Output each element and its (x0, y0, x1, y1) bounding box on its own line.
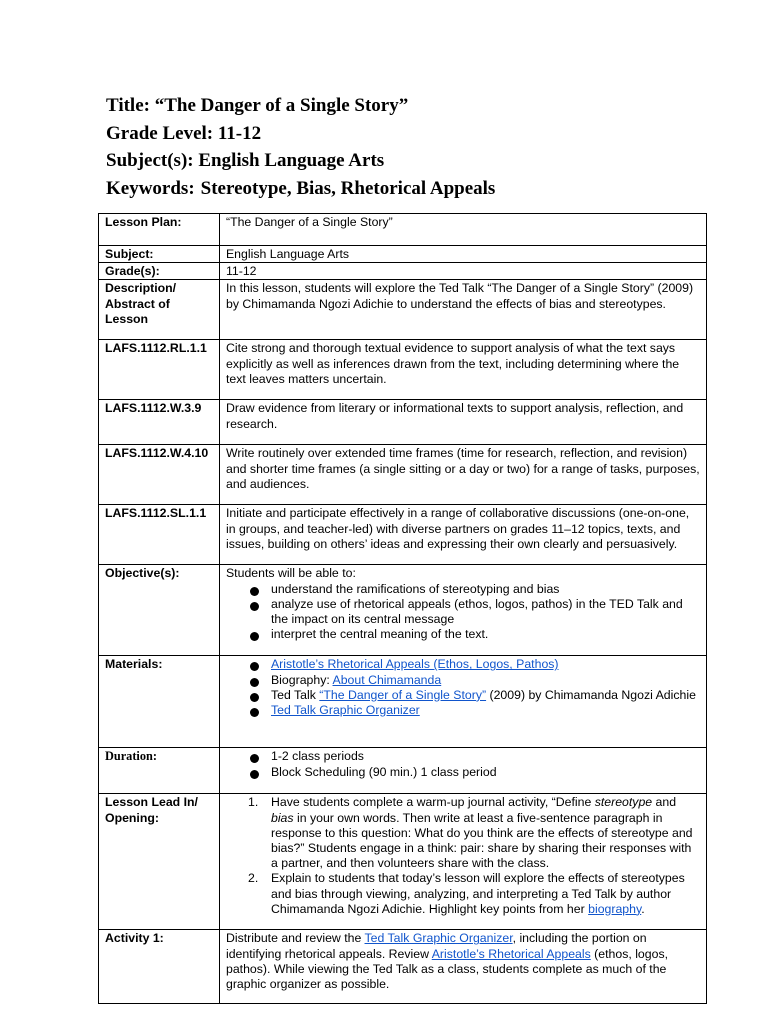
row-label: LAFS.1112.SL.1.1 (99, 505, 220, 565)
row-value: 11-12 (219, 263, 706, 280)
row-objectives (99, 565, 707, 656)
duration-list (226, 749, 700, 779)
row-value (219, 565, 706, 656)
row-activity-1 (99, 930, 707, 1004)
bullet-icon (250, 632, 259, 641)
row-standard-w410 (99, 445, 707, 505)
row-value: Write routinely over extended time frames (time for research, reflection, and revision) and shorter time frames (a single sitting or a day or two) for a range of tasks, purposes, and audiences. (219, 445, 706, 505)
list-item: Block Scheduling (90 min.) 1 class period (226, 765, 700, 780)
row-label: Activity 1: (99, 930, 220, 1004)
row-value (219, 794, 706, 930)
row-value: Distribute and review the Ted Talk Graphic Organizer, including the portion on identifying rhetorical appeals. Review Aristotle’s Rhetorical Appeals (ethos, logos, pathos). While viewing the Ted Talk as a class, students complete as much of the graphic organizer as possible. (219, 930, 706, 1004)
bullet-icon (250, 708, 259, 717)
link-graphic-organizer[interactable]: Ted Talk Graphic Organizer (270, 703, 420, 718)
lesson-plan-table (98, 213, 707, 1004)
bullet-icon (250, 754, 259, 763)
bullet-icon (250, 587, 259, 596)
keywords-label: Keywords: (106, 177, 195, 199)
list-item (226, 703, 700, 718)
bullet-icon (250, 678, 259, 687)
row-label: Objective(s): (99, 565, 220, 656)
row-value: Draw evidence from literary or informational texts to support analysis, reflection, and research. (219, 400, 706, 445)
list-item: 1. Have students complete a warm-up journal activity, “Define stereotype and bias in your own words. Then write at least a five-sentence paragraph in response to this question: What do you think are the effects of stereotype and bias?” Students engage in a think: pair: share by sharing their responses with a partner, and then volunteers share with the class. (247, 795, 693, 871)
row-value: Cite strong and thorough textual evidence to support analysis of what the text says explicitly as well as inferences drawn from the text, including determining where the text leaves matters uncertain. (219, 340, 706, 400)
row-materials (99, 656, 707, 748)
objectives-list (226, 582, 700, 643)
row-lead-in (99, 794, 707, 930)
row-description (99, 280, 707, 340)
list-item (226, 657, 700, 672)
lesson-title: Title: “The Danger of a Single Story” (106, 95, 409, 116)
row-label: Materials: (99, 656, 220, 748)
row-label: Lesson Lead In/ Opening: (99, 794, 220, 930)
row-value: English Language Arts (219, 246, 706, 263)
row-label: Description/ Abstract of Lesson (99, 280, 220, 340)
row-standard-rl (99, 340, 707, 400)
list-item: Biography: About Chimamanda (226, 673, 700, 688)
row-label: Lesson Plan: (99, 214, 220, 246)
link-biography-2[interactable]: biography (588, 901, 642, 916)
list-item: interpret the central meaning of the text. (226, 627, 700, 642)
link-aristotle[interactable]: Aristotle’s Rhetorical Appeals (Ethos, Logos, Pathos) (270, 657, 559, 672)
row-value: “The Danger of a Single Story” (219, 214, 706, 246)
keywords (106, 175, 495, 203)
bullet-icon (250, 662, 259, 671)
row-label: Subject: (99, 246, 220, 263)
materials-list (226, 657, 700, 718)
bullet-icon (250, 770, 259, 779)
row-label: LAFS.1112.W.4.10 (99, 445, 220, 505)
link-ted-talk[interactable]: “The Danger of a Single Story” (319, 687, 487, 702)
row-standard-sl (99, 505, 707, 565)
list-item: understand the ramifications of stereotyping and bias (226, 582, 700, 597)
list-item: analyze use of rhetorical appeals (ethos, logos, pathos) in the TED Talk and the impact on its central message (226, 597, 700, 627)
document-header (106, 92, 495, 202)
bullet-icon (250, 693, 259, 702)
link-rhetorical-appeals[interactable]: Aristotle’s Rhetorical Appeals (431, 946, 591, 961)
row-label: LAFS.1112.RL.1.1 (99, 340, 220, 400)
lead-in-list (226, 795, 700, 917)
row-lesson-plan (99, 214, 707, 246)
row-value: In this lesson, students will explore the Ted Talk “The Danger of a Single Story” (2009) by Chimamanda Ngozi Adichie to understand the effects of bias and stereotypes. (219, 280, 706, 340)
row-value (219, 656, 706, 748)
row-standard-w39 (99, 400, 707, 445)
link-graphic-organizer-2[interactable]: Ted Talk Graphic Organizer (364, 931, 513, 946)
list-item: Ted Talk “The Danger of a Single Story” (2009) by Chimamanda Ngozi Adichie (226, 688, 700, 703)
row-duration (99, 748, 707, 794)
bullet-icon (250, 602, 259, 611)
list-item: 2. Explain to students that today’s lesson will explore the effects of stereotypes and bias through viewing, analyzing, and interpreting a Ted Talk by author Chimamanda Ngozi Adichie. Highlight key points from her biography. (247, 871, 685, 916)
subjects: Subject(s): English Language Arts (106, 150, 385, 171)
row-label: Grade(s): (99, 263, 220, 280)
row-grades (99, 263, 707, 280)
row-label: LAFS.1112.W.3.9 (99, 400, 220, 445)
row-value: Initiate and participate effectively in a range of collaborative discussions (one-on-one, in groups, and teacher-led) with diverse partners on grades 11–12 topics, texts, and issues, building on others’ ideas and expressing their own clearly and persuasively. (219, 505, 706, 565)
link-biography[interactable]: About Chimamanda (332, 672, 442, 687)
row-label: Duration: (99, 748, 220, 794)
list-item: 1-2 class periods (226, 749, 700, 764)
grade-level: Grade Level: 11-12 (106, 122, 262, 144)
objectives-intro: Students will be able to: (225, 566, 356, 581)
row-value (219, 748, 706, 794)
keywords-value: Stereotype, Bias, Rhetorical Appeals (200, 177, 496, 199)
row-subject (99, 246, 707, 263)
